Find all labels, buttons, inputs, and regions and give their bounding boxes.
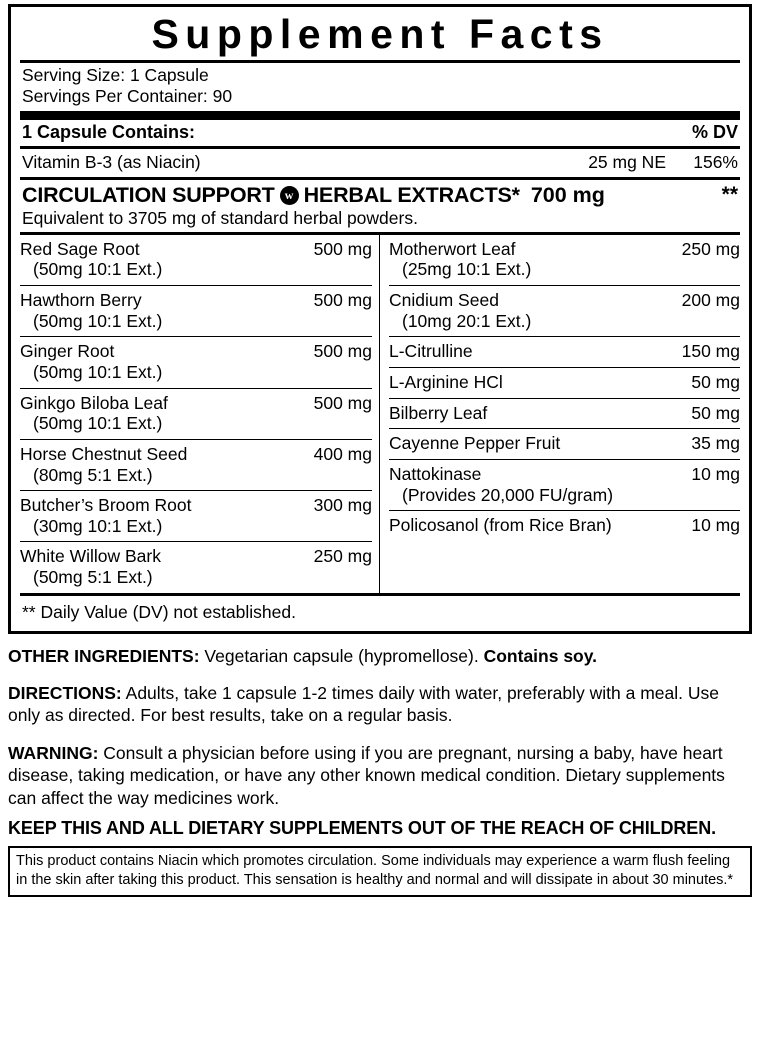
list-item [20,286,372,337]
list-item [20,235,372,286]
ingredient-detail: (50mg 10:1 Ext.) [33,413,163,434]
ingredient-name: Hawthorn Berry [20,290,142,311]
other-ingredients-allergen: Contains soy. [483,645,598,666]
serving-info [20,63,740,111]
ingredient-name: L-Arginine HCl [389,371,503,392]
ingredient-name: Cayenne Pepper Fruit [389,433,561,454]
warning-paragraph [8,742,752,809]
keep-out-of-reach-notice: KEEP THIS AND ALL DIETARY SUPPLEMENTS OUT OF THE REACH OF CHILDREN. [8,818,717,839]
directions-label: DIRECTIONS: [8,683,122,704]
ingredient-detail: (10mg 20:1 Ext.) [402,310,532,331]
blend-heading [20,180,740,208]
list-item [20,440,372,491]
blend-dv-footnote-mark: ** [721,183,738,207]
ingredient-name: Red Sage Root [20,238,140,259]
ingredient-amount: 400 mg [313,443,372,464]
ingredient-amount: 250 mg [313,546,372,567]
warning-label: WARNING: [8,742,99,763]
contains-label: 1 Capsule Contains: [22,121,196,142]
divider-black-bar [20,111,740,120]
other-ingredients-label: OTHER INGREDIENTS: [8,645,200,666]
list-item [389,368,740,399]
ingredient-name: Nattokinase [389,463,482,484]
niacin-flush-note-box: This product contains Niacin which promotes circulation. Some individuals may experience a warm flush feeling in the skin after taking this product. This sensation is healthy and normal and will dissipate in about 30 minutes.* [8,846,752,897]
ingredient-amount: 500 mg [313,392,372,413]
warning-text: Consult a physician before using if you are pregnant, nursing a baby, have heart disease, taking medication, or have any other known medical condition. Dietary supplements can affect the way medicines work. [8,742,725,808]
contains-header-row [20,120,740,146]
ingredient-amount: 35 mg [691,433,740,454]
ingredient-amount: 500 mg [313,290,372,311]
ingredient-detail: (Provides 20,000 FU/gram) [402,484,614,505]
nutrient-dv: 156% [693,151,738,172]
blend-amount: 700 mg [530,182,605,207]
ingredient-name: White Willow Bark [20,546,161,567]
ingredient-name: Ginkgo Biloba Leaf [20,392,168,413]
ingredient-detail: (50mg 5:1 Ext.) [33,567,153,588]
blend-column-left [20,235,380,593]
panel-title: Supplement Facts [151,11,609,57]
ingredient-amount: 250 mg [681,238,740,259]
ingredient-amount: 300 mg [313,495,372,516]
list-item [20,337,372,388]
ingredient-detail: (50mg 10:1 Ext.) [33,310,163,331]
nutrient-row-vitamin-b3 [20,149,740,177]
list-item [20,491,372,542]
ingredient-detail: (50mg 10:1 Ext.) [33,361,163,382]
ingredient-amount: 10 mg [691,463,740,484]
dv-label: % DV [691,121,738,142]
nutrient-name: Vitamin B-3 (as Niacin) [22,151,201,172]
list-item [389,399,740,430]
ingredient-amount: 50 mg [691,371,740,392]
list-item [389,337,740,368]
ingredient-amount: 150 mg [681,341,740,362]
ingredient-detail: (50mg 10:1 Ext.) [33,259,163,280]
ingredient-name: Policosanol (from Rice Bran) [389,515,612,536]
ingredient-amount: 500 mg [313,238,372,259]
ingredient-name: Cnidium Seed [389,290,499,311]
brand-w-icon: w [280,186,299,205]
serving-size: Serving Size: 1 Capsule [22,65,209,86]
ingredient-name: Butcher’s Broom Root [20,495,192,516]
ingredient-name: Horse Chestnut Seed [20,443,188,464]
ingredient-detail: (80mg 5:1 Ext.) [33,464,153,485]
list-item [389,286,740,337]
supplement-facts-panel [8,4,752,634]
dv-footnote: ** Daily Value (DV) not established. [22,601,296,622]
directions-text: Adults, take 1 capsule 1-2 times daily with water, preferably with a meal. Use only as directed. For best results, take on a regular basis. [8,683,719,726]
ingredient-amount: 500 mg [313,341,372,362]
nutrient-amount: 25 mg NE [588,151,666,172]
list-item [389,429,740,460]
label-body-text [8,634,752,897]
blend-title-2: HERBAL EXTRACTS* [303,182,520,207]
blend-column-right [380,235,740,593]
blend-ingredient-columns [20,232,740,593]
list-item [20,542,372,592]
list-item [389,235,740,286]
ingredient-amount: 200 mg [681,290,740,311]
ingredient-amount: 50 mg [691,402,740,423]
other-ingredients-paragraph [8,645,752,667]
ingredient-name: L-Citrulline [389,341,473,362]
ingredient-name: Ginger Root [20,341,115,362]
ingredient-detail: (25mg 10:1 Ext.) [402,259,532,280]
ingredient-amount: 10 mg [691,515,740,536]
list-item [20,389,372,440]
blend-title: CIRCULATION SUPPORT [22,182,275,207]
ingredient-name: Motherwort Leaf [389,238,516,259]
blend-subtitle: Equivalent to 3705 mg of standard herbal powders. [22,207,418,228]
other-ingredients-text: Vegetarian capsule (hypromellose). [199,645,484,666]
list-item [389,460,740,511]
directions-paragraph [8,682,752,727]
ingredient-name: Bilberry Leaf [389,402,488,423]
ingredient-detail: (30mg 10:1 Ext.) [33,515,163,536]
servings-per-container: Servings Per Container: 90 [22,86,233,107]
list-item [389,511,740,541]
